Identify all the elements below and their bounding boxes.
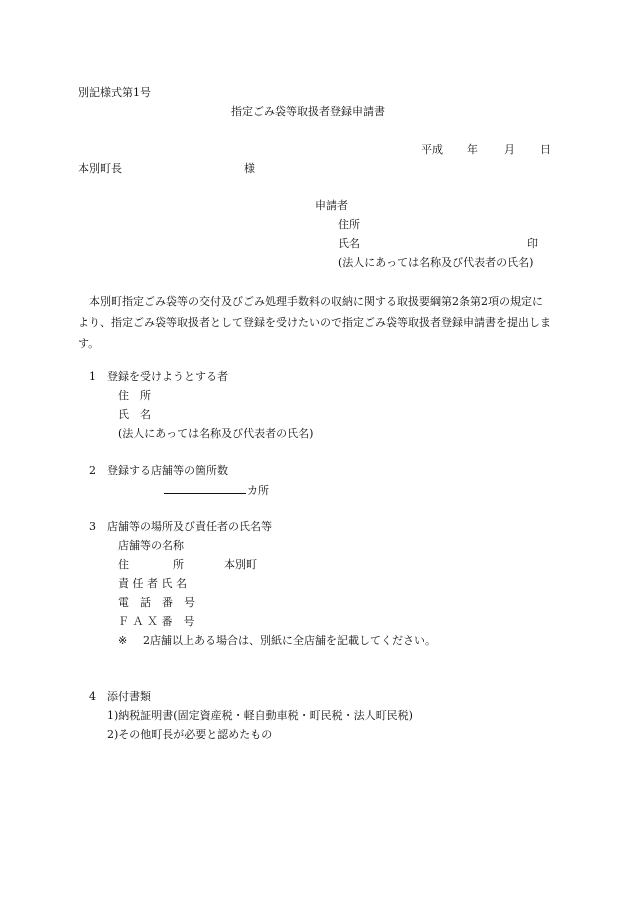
manager-name-label: 責 任 者 氏 名 xyxy=(118,577,187,590)
section3-note: 2店舗以上ある場合は、別紙に全店舗を記載してください。 xyxy=(143,634,436,647)
store-count-underline xyxy=(164,483,246,494)
addressee-name: 本別町長 xyxy=(78,162,122,175)
store-location-value: 本別町 xyxy=(224,558,257,571)
phone-number-label: 電 話 番 号 xyxy=(118,596,195,609)
section1-number: 1 xyxy=(89,370,96,383)
applicant-address-label: 住所 xyxy=(338,218,360,231)
section1-note: (法人にあっては名称及び代表者の氏名) xyxy=(118,427,314,440)
date-day: 日 xyxy=(540,143,551,156)
store-name-label: 店舗等の名称 xyxy=(118,539,184,552)
applicant-note: (法人にあっては名称及び代表者の氏名) xyxy=(338,256,534,269)
section2-number: 2 xyxy=(89,464,96,477)
attachment-item-1: 1)納税証明書(固定資産税・軽自動車税・町民税・法人町民税) xyxy=(107,709,413,722)
addressee-honorific: 様 xyxy=(244,162,255,175)
date-era: 平成 xyxy=(421,143,443,156)
fax-number-label: Ｆ Ａ Ｘ 番 号 xyxy=(118,615,195,628)
section4-heading: 添付書類 xyxy=(107,690,151,703)
seal-mark: 印 xyxy=(527,237,538,250)
store-location-label: 住 所 xyxy=(118,558,184,571)
applicant-name-label: 氏名 xyxy=(338,237,360,250)
section1-address: 住 所 xyxy=(118,389,151,402)
note-mark: ※ xyxy=(118,634,128,647)
date-year: 年 xyxy=(467,143,478,156)
store-count-unit: カ所 xyxy=(247,484,269,497)
section1-name: 氏 名 xyxy=(118,408,151,421)
applicant-heading: 申請者 xyxy=(315,199,348,212)
section2-heading: 登録する店舗等の箇所数 xyxy=(107,464,228,477)
document-title: 指定ごみ袋等取扱者登録申請書 xyxy=(231,105,385,118)
store-count-field[interactable] xyxy=(164,483,269,498)
section3-heading: 店舗等の場所及び責任者の氏名等 xyxy=(107,520,272,533)
body-paragraph: 本別町指定ごみ袋等の交付及びごみ処理手数料の収納に関する取扱要綱第2条第2項の規定により、指定ごみ袋等取扱者として登録を受けたいので指定ごみ袋等取扱者登録申請書を提出します。 xyxy=(78,295,551,350)
section1-heading: 登録を受けようとする者 xyxy=(107,370,228,383)
section4-number: 4 xyxy=(89,690,96,703)
form-number: 別記様式第1号 xyxy=(78,86,151,99)
attachment-item-2: 2)その他町長が必要と認めたもの xyxy=(107,728,273,741)
date-month: 月 xyxy=(504,143,515,156)
section3-number: 3 xyxy=(89,520,96,533)
